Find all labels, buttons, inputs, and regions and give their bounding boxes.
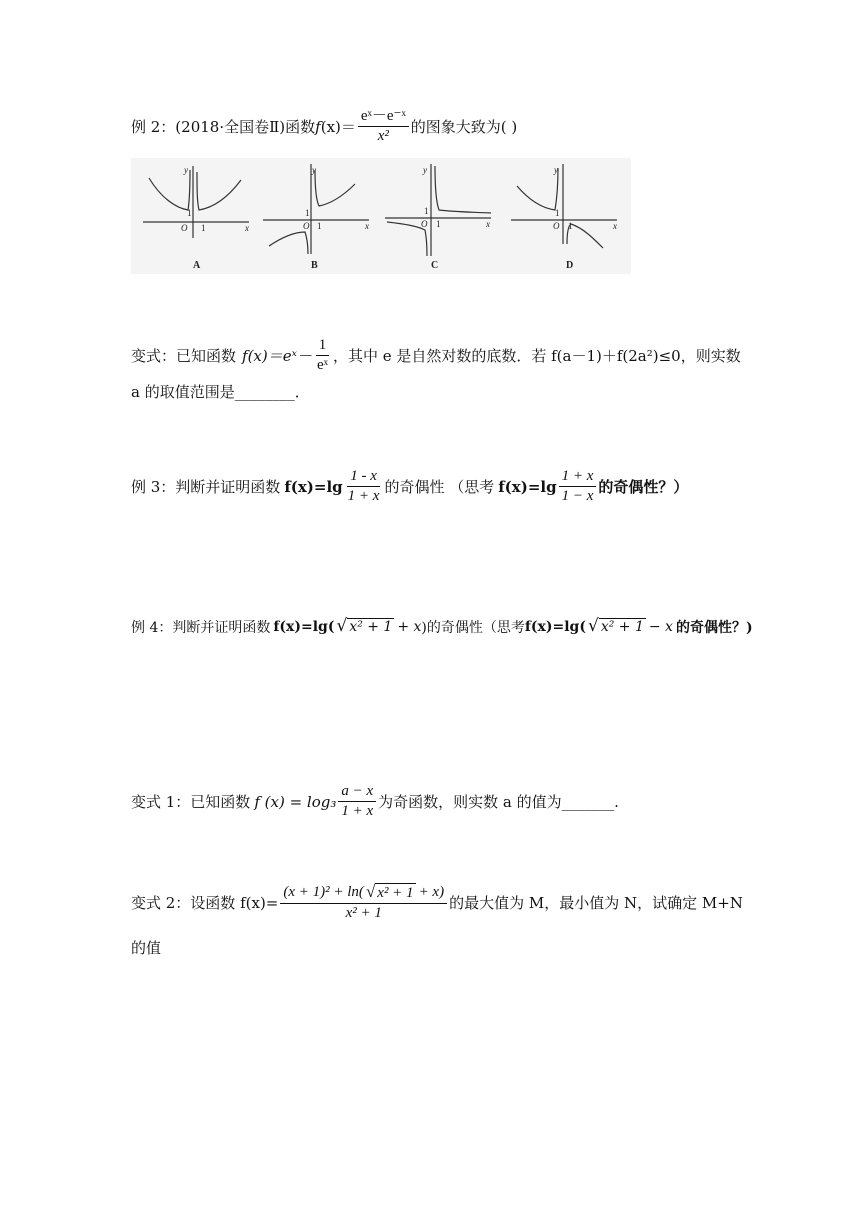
graph-a-x-label: x (245, 223, 249, 233)
variant-2-num-sqrt-content: x² + 1 (377, 885, 414, 901)
example-4-tail-1: + x (397, 619, 422, 635)
graph-a-y-label: y (184, 165, 188, 175)
example-3-prefix: 例 3：判断并证明函数 (131, 478, 281, 497)
example-3-frac2-numerator: 1 + x (559, 468, 597, 487)
graph-c-tick-y: 1 (424, 206, 429, 216)
example-2-numerator: eˣ－e⁻ˣ (358, 108, 409, 127)
example-3-frac2-denominator: 1 − x (561, 488, 594, 505)
example-4-tail-2: − x (648, 619, 673, 635)
example-2-fname: f (315, 117, 321, 136)
graph-c-x-label: x (486, 219, 490, 229)
example-4-suffix: 的奇偶性？) (675, 620, 753, 636)
graph-options-svg (131, 158, 631, 274)
example-3-fraction-1 (345, 468, 383, 506)
graph-b-origin: O (303, 221, 310, 231)
example-2-question (131, 108, 517, 146)
graph-c-y-label: y (423, 165, 427, 175)
variant-0-prefix: 变式：已知函数 (131, 347, 237, 366)
graph-d-origin: O (553, 221, 560, 231)
example-3-func: f(x)=lg (284, 477, 343, 496)
graph-b-y-label: y (312, 165, 316, 175)
variant-1-question (131, 783, 619, 821)
variant-0-line1 (131, 337, 741, 375)
graph-b-curve-left (269, 232, 308, 254)
variant-2-line1 (131, 883, 743, 922)
example-3-frac1-numerator: 1 - x (347, 468, 380, 487)
example-2-denominator: x² (377, 128, 389, 145)
example-4-sqrt2-content: x² + 1 (600, 619, 644, 636)
graph-a-tick-y: 1 (187, 208, 192, 218)
variant-1-fraction (338, 783, 376, 821)
variant-2-suffix: 的最大值为 M，最小值为 N，试确定 M+N (449, 894, 743, 913)
variant-2-numerator (280, 883, 447, 904)
graph-c-tick-x: 1 (436, 219, 441, 229)
example-4-func-2: f(x)=lg( (524, 619, 586, 635)
example-3-frac1-denominator: 1 + x (347, 488, 380, 505)
graph-options-figure (131, 158, 631, 274)
example-2-prefix: 例 2：(2018·全国卷Ⅱ)函数 (131, 118, 316, 137)
example-2-fvar: (x)＝ (320, 118, 356, 137)
graph-b-x-label: x (365, 221, 369, 231)
example-4-sqrt1-content: x² + 1 (349, 619, 393, 636)
variant-1-func: f (x) = log₃ (254, 792, 337, 811)
variant-1-numerator: a − x (338, 783, 376, 802)
graph-d-label: D (566, 260, 574, 271)
variant-0-numerator: 1 (316, 337, 330, 356)
example-3-question (131, 468, 688, 506)
graph-b (263, 164, 369, 254)
graph-d (511, 164, 617, 248)
example-3-middle: 的奇偶性 （思考 (384, 478, 495, 497)
graph-a-curve-right (197, 172, 241, 210)
graph-a-label: A (193, 260, 201, 271)
example-2-suffix: 的图象大致为( ) (410, 118, 518, 137)
variant-2-num-b: + x) (418, 883, 445, 900)
example-4-sqrt-2: √ x² + 1 (587, 616, 644, 637)
example-4-sqrt-1: √ x² + 1 (336, 616, 393, 637)
graph-b-tick-x: 1 (317, 221, 322, 231)
variant-0-func: f(x)＝eˣ－ (242, 347, 312, 366)
variant-0-fraction (314, 337, 331, 375)
example-4-func: f(x)=lg( (273, 619, 335, 635)
variant-0-line2: a 的取值范围是________． (131, 383, 310, 401)
example-3-suffix: 的奇偶性？） (598, 478, 689, 497)
variant-0-suffix: ，其中 e 是自然对数的底数．若 f(a－1)＋f(2a²)≤0，则实数 (332, 347, 741, 366)
variant-1-denominator: 1 + x (341, 803, 374, 820)
graph-c-origin: O (421, 219, 428, 229)
graph-d-tick-x: 1 (568, 221, 573, 231)
graph-a-curve-left (149, 170, 190, 210)
graph-b-label: B (311, 260, 318, 271)
graph-d-y-label: y (554, 165, 558, 175)
graph-a-origin: O (181, 223, 188, 233)
example-4-prefix: 例 4：判断并证明函数 (131, 620, 271, 636)
graph-c-curve-right (435, 166, 491, 213)
variant-1-suffix: 为奇函数，则实数 a 的值为_______. (378, 793, 619, 812)
example-4-question (131, 617, 753, 637)
example-2-fraction (358, 108, 409, 146)
variant-2-line2: 的值 (131, 939, 162, 957)
graph-d-tick-y: 1 (555, 208, 560, 218)
variant-2-num-sqrt: √ x² + 1 (365, 882, 414, 901)
graph-d-x-label: x (613, 221, 617, 231)
variant-0-denominator: eˣ (316, 357, 328, 374)
variant-2-denominator: x² + 1 (345, 905, 382, 921)
variant-2-prefix: 变式 2：设函数 f(x)= (131, 894, 279, 913)
graph-b-tick-y: 1 (305, 208, 310, 218)
variant-2-fraction (280, 883, 447, 922)
graph-d-curve-left (517, 168, 558, 210)
example-4-middle: )的奇偶性（思考 (421, 620, 525, 636)
graph-a-tick-x: 1 (201, 223, 206, 233)
graph-c-label: C (431, 260, 439, 271)
variant-1-prefix: 变式 1：已知函数 (131, 793, 251, 812)
example-3-fraction-2 (559, 468, 597, 506)
graph-b-curve-right (315, 170, 355, 206)
graph-a (143, 166, 249, 238)
example-3-func-2: f(x)=lg (498, 477, 557, 496)
variant-2-num-a: (x + 1)² + ln( (283, 883, 364, 900)
graph-c (385, 164, 491, 256)
